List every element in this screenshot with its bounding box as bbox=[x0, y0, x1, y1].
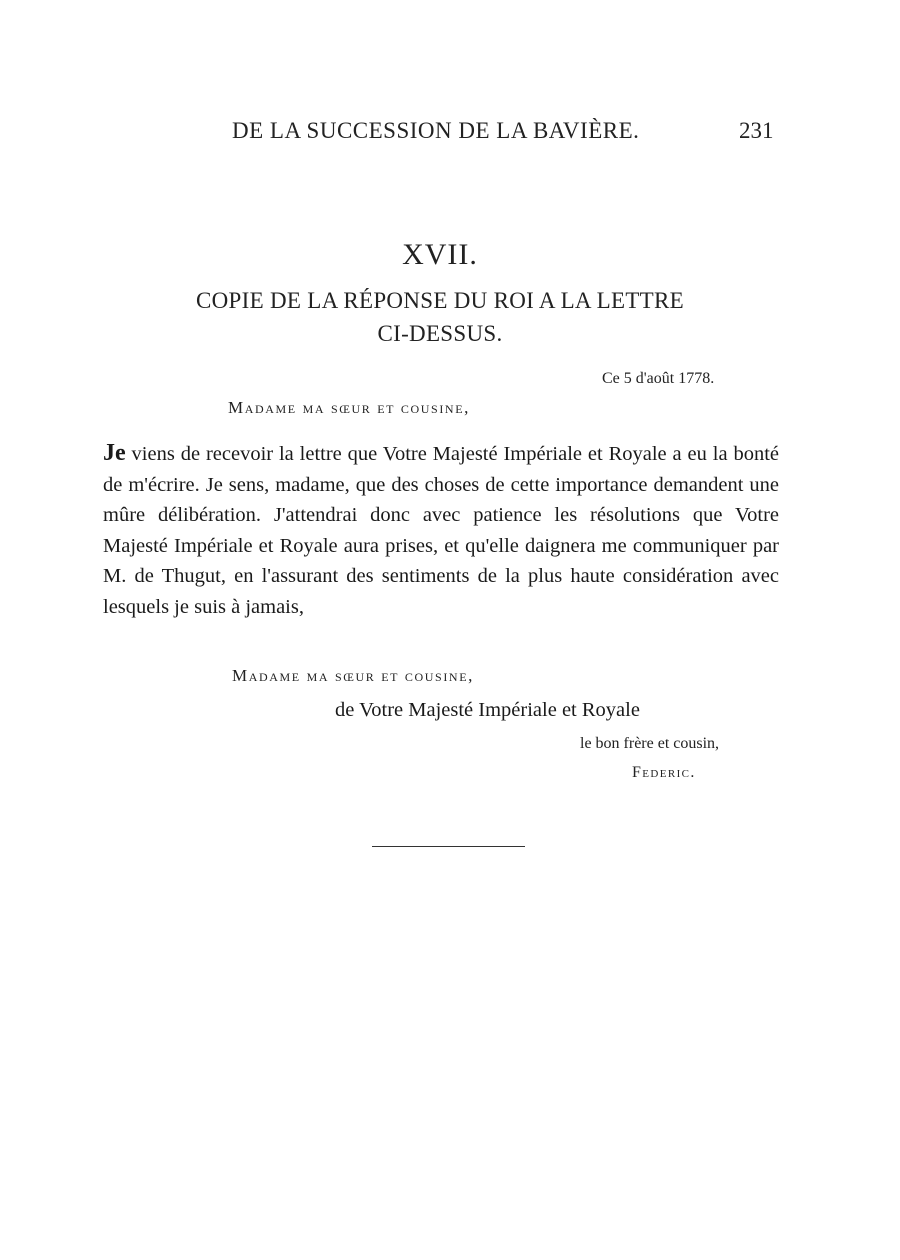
closing-relation: le bon frère et cousin, bbox=[580, 735, 720, 752]
signature: Federic. bbox=[632, 764, 696, 781]
closing-line: de Votre Majesté Impériale et Royale bbox=[335, 699, 640, 721]
letter-body bbox=[103, 438, 779, 623]
running-head-title: DE LA SUCCESSION DE LA BAVIÈRE. bbox=[232, 118, 640, 143]
letter-title-line-1: COPIE DE LA RÉPONSE DU ROI A LA LETTRE bbox=[195, 288, 685, 313]
body-text-rest: viens de recevoir la lettre que Votre Majesté Impériale et Royale a eu la bonté de m'écrire. Je sens, madame, que des choses de cette importance demandent une mûre délibération. J'attendrai donc avec patience les résolutions que Votre Majesté Impériale et Royale aura prises, et qu'elle daignera me communiquer par M. de Thugut, en l'assurant des sentiments de la plus haute considération avec lesquels je suis à jamais, bbox=[103, 443, 779, 618]
letter-title-line-2: CI-DESSUS. bbox=[377, 321, 503, 346]
letter-title bbox=[130, 284, 750, 350]
closing-salutation: Madame ma sœur et cousine, bbox=[232, 666, 474, 685]
opening-salutation: Madame ma sœur et cousine, bbox=[228, 398, 470, 417]
body-initial-word: Je bbox=[103, 440, 126, 466]
letter-number-heading: XVII. bbox=[402, 238, 478, 271]
page-number: 231 bbox=[739, 118, 774, 143]
letter-date: Ce 5 d'août 1778. bbox=[602, 370, 715, 387]
end-divider-rule bbox=[372, 846, 525, 847]
